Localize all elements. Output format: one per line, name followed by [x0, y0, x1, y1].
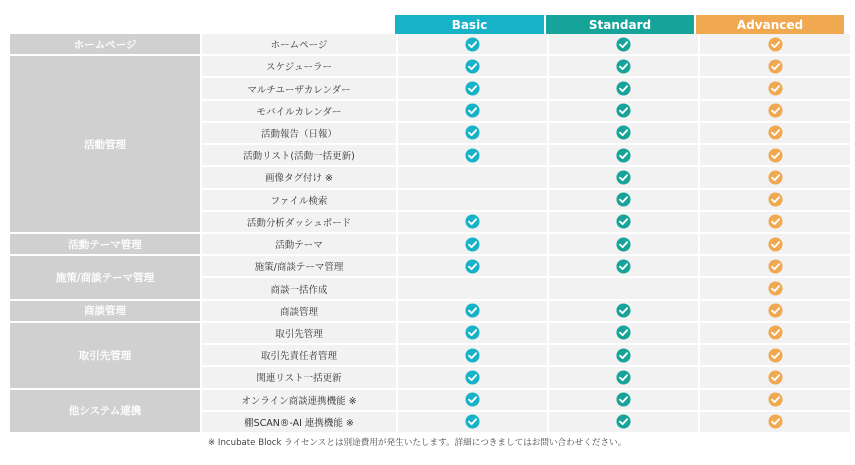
- plan-cell-basic: [398, 78, 547, 98]
- plan-cell-basic: [398, 256, 547, 276]
- check-circle-icon: [768, 281, 783, 296]
- check-circle-icon: [616, 125, 631, 140]
- check-circle-icon: [465, 414, 480, 429]
- check-circle-icon: [768, 392, 783, 407]
- check-circle-icon: [616, 259, 631, 274]
- feature-label: 活動テーマ: [202, 234, 396, 254]
- check-circle-icon: [465, 348, 480, 363]
- plan-cell-standard: [549, 123, 698, 143]
- plan-header-standard: Standard: [546, 15, 694, 34]
- plan-cell-standard: [549, 212, 698, 232]
- plan-cell-basic: [398, 56, 547, 76]
- category-label: 活動管理: [10, 56, 200, 232]
- check-circle-icon: [616, 303, 631, 318]
- plan-cell-advanced: [700, 234, 850, 254]
- check-circle-icon: [768, 414, 783, 429]
- check-circle-icon: [768, 325, 783, 340]
- plan-cell-basic: [398, 101, 547, 121]
- plan-cell-standard: [549, 56, 698, 76]
- check-circle-icon: [616, 370, 631, 385]
- plan-cell-advanced: [700, 301, 850, 321]
- plan-cell-standard: [549, 323, 698, 343]
- check-circle-icon: [465, 59, 480, 74]
- feature-label: ファイル検索: [202, 190, 396, 210]
- plan-cell-standard: [549, 412, 698, 432]
- check-circle-icon: [768, 192, 783, 207]
- check-circle-icon: [768, 81, 783, 96]
- plan-cell-advanced: [700, 123, 850, 143]
- check-circle-icon: [768, 214, 783, 229]
- category-label: 取引先管理: [10, 323, 200, 388]
- check-circle-icon: [465, 237, 480, 252]
- plan-cell-advanced: [700, 323, 850, 343]
- check-circle-icon: [465, 259, 480, 274]
- plan-cell-standard: [549, 145, 698, 165]
- feature-label: 商談一括作成: [202, 278, 396, 298]
- plan-cell-basic: [398, 345, 547, 365]
- plan-cell-basic: [398, 367, 547, 387]
- check-circle-icon: [768, 370, 783, 385]
- plan-cell-basic: [398, 234, 547, 254]
- plan-cell-basic: [398, 323, 547, 343]
- plan-cell-standard: [549, 167, 698, 187]
- plan-cell-standard: [549, 256, 698, 276]
- plan-cell-advanced: [700, 78, 850, 98]
- check-circle-icon: [768, 259, 783, 274]
- plan-cell-standard: [549, 101, 698, 121]
- check-circle-icon: [465, 392, 480, 407]
- plan-cell-standard: [549, 390, 698, 410]
- plan-cell-standard: [549, 345, 698, 365]
- plan-cell-basic: [398, 390, 547, 410]
- category-label: 他システム連携: [10, 390, 200, 432]
- check-circle-icon: [616, 392, 631, 407]
- plan-cell-advanced: [700, 278, 850, 298]
- category-label: 商談管理: [10, 301, 200, 321]
- check-circle-icon: [465, 103, 480, 118]
- plan-cell-basic: [398, 212, 547, 232]
- feature-comparison-table: [10, 34, 844, 432]
- plan-cell-advanced: [700, 367, 850, 387]
- feature-label: 活動報告（日報）: [202, 123, 396, 143]
- plan-cell-advanced: [700, 56, 850, 76]
- category-label: 施策/商談テーマ管理: [10, 256, 200, 298]
- check-circle-icon: [768, 37, 783, 52]
- plan-header-basic: Basic: [395, 15, 544, 34]
- plan-cell-advanced: [700, 101, 850, 121]
- check-circle-icon: [616, 148, 631, 163]
- feature-label: オンライン商談連携機能 ※: [202, 390, 396, 410]
- check-circle-icon: [465, 148, 480, 163]
- plan-cell-advanced: [700, 212, 850, 232]
- plan-cell-standard: [549, 301, 698, 321]
- check-circle-icon: [616, 325, 631, 340]
- category-label: ホームページ: [10, 34, 200, 54]
- feature-label: スケジューラー: [202, 56, 396, 76]
- check-circle-icon: [616, 214, 631, 229]
- check-circle-icon: [465, 214, 480, 229]
- plan-cell-advanced: [700, 145, 850, 165]
- plan-cell-advanced: [700, 345, 850, 365]
- plan-cell-standard: [549, 278, 698, 298]
- plan-cell-advanced: [700, 412, 850, 432]
- category-label: 活動テーマ管理: [10, 234, 200, 254]
- plan-cell-standard: [549, 78, 698, 98]
- check-circle-icon: [616, 237, 631, 252]
- feature-label: 施策/商談テーマ管理: [202, 256, 396, 276]
- plan-cell-standard: [549, 190, 698, 210]
- check-circle-icon: [616, 59, 631, 74]
- plan-cell-basic: [398, 190, 547, 210]
- feature-label: 画像タグ付け ※: [202, 167, 396, 187]
- feature-label: 取引先管理: [202, 323, 396, 343]
- plan-cell-advanced: [700, 390, 850, 410]
- plan-header-advanced: Advanced: [696, 15, 844, 34]
- check-circle-icon: [768, 148, 783, 163]
- plan-cell-basic: [398, 278, 547, 298]
- check-circle-icon: [768, 170, 783, 185]
- check-circle-icon: [465, 37, 480, 52]
- check-circle-icon: [768, 59, 783, 74]
- check-circle-icon: [616, 170, 631, 185]
- plan-cell-standard: [549, 367, 698, 387]
- check-circle-icon: [616, 348, 631, 363]
- check-circle-icon: [465, 303, 480, 318]
- check-circle-icon: [616, 37, 631, 52]
- check-circle-icon: [768, 237, 783, 252]
- feature-label: マルチユーザカレンダー: [202, 78, 396, 98]
- plan-cell-basic: [398, 34, 547, 54]
- plan-cell-basic: [398, 301, 547, 321]
- feature-label: 棚SCAN®-AI 連携機能 ※: [202, 412, 396, 432]
- check-circle-icon: [465, 81, 480, 96]
- check-circle-icon: [616, 103, 631, 118]
- check-circle-icon: [768, 348, 783, 363]
- check-circle-icon: [465, 325, 480, 340]
- check-circle-icon: [768, 103, 783, 118]
- plan-cell-basic: [398, 145, 547, 165]
- check-circle-icon: [768, 125, 783, 140]
- feature-label: 関連リスト一括更新: [202, 367, 396, 387]
- plan-cell-advanced: [700, 256, 850, 276]
- feature-label: 商談管理: [202, 301, 396, 321]
- feature-label: 活動分析ダッシュボード: [202, 212, 396, 232]
- feature-label: ホームページ: [202, 34, 396, 54]
- check-circle-icon: [465, 370, 480, 385]
- plan-cell-basic: [398, 123, 547, 143]
- feature-label: 活動リスト(活動一括更新): [202, 145, 396, 165]
- plan-cell-standard: [549, 34, 698, 54]
- check-circle-icon: [616, 81, 631, 96]
- check-circle-icon: [465, 125, 480, 140]
- plan-cell-basic: [398, 412, 547, 432]
- check-circle-icon: [616, 192, 631, 207]
- plan-cell-standard: [549, 234, 698, 254]
- feature-label: 取引先責任者管理: [202, 345, 396, 365]
- check-circle-icon: [616, 414, 631, 429]
- plan-cell-advanced: [700, 190, 850, 210]
- footnote: ※ Incubate Block ライセンスとは別途費用が発生いたします。詳細につきましてはお問い合わせください。: [208, 438, 627, 448]
- plan-cell-advanced: [700, 167, 850, 187]
- plan-cell-advanced: [700, 34, 850, 54]
- feature-label: モバイルカレンダー: [202, 101, 396, 121]
- plan-cell-basic: [398, 167, 547, 187]
- check-circle-icon: [768, 303, 783, 318]
